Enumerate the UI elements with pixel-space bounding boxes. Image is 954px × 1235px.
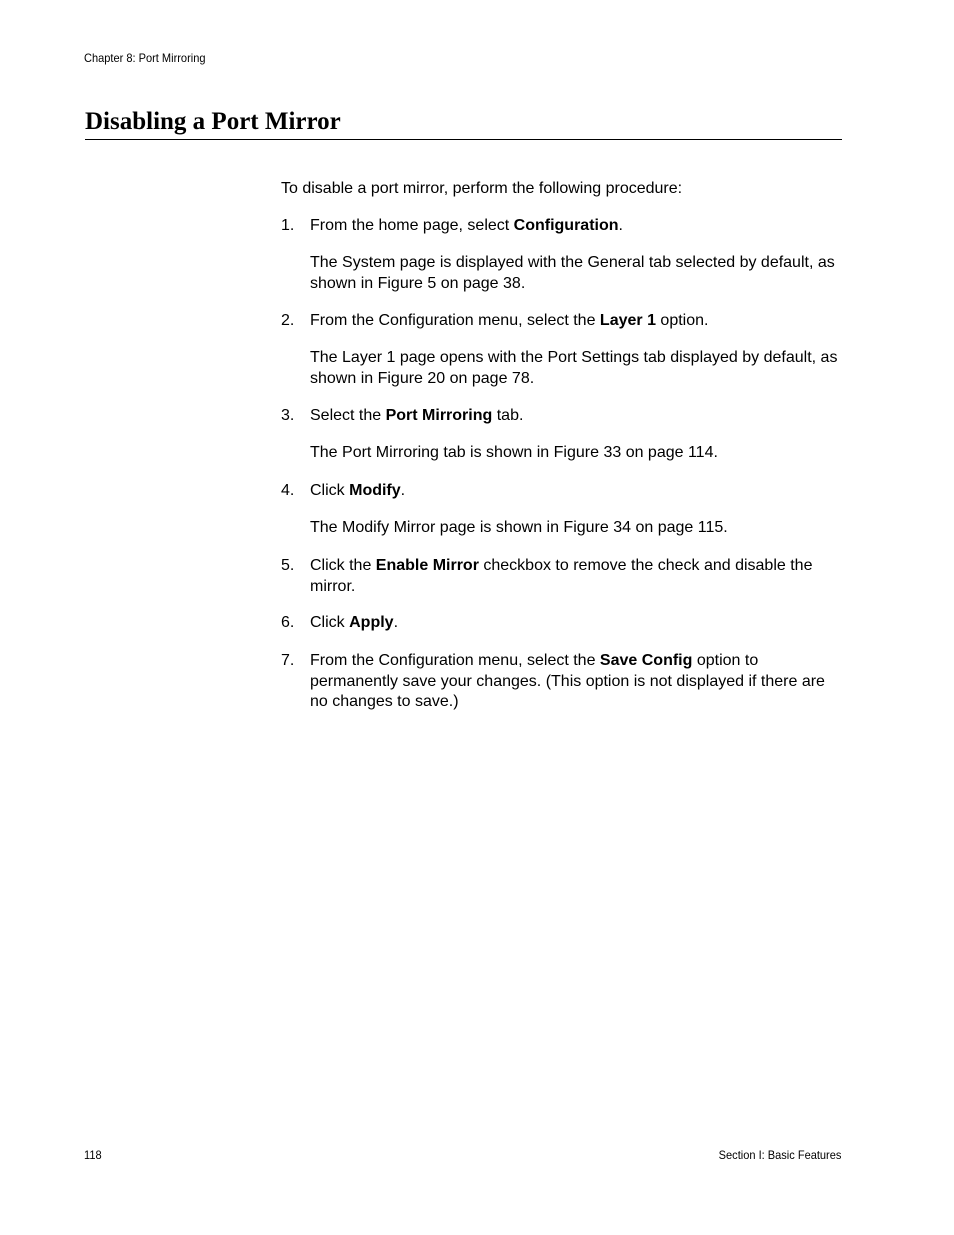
- step-2-keyword: Layer 1: [599, 312, 656, 329]
- step-1-keyword: Configuration: [513, 217, 619, 234]
- step-5-keyword: Enable Mirror: [375, 557, 479, 574]
- page-number: 118: [84, 1148, 102, 1162]
- step-6-keyword: Apply: [349, 614, 394, 631]
- step-1-text: From the home page, select Configuration.: [310, 217, 623, 234]
- step-3-number: 3.: [281, 407, 295, 424]
- step-3-keyword: Port Mirroring: [385, 407, 493, 424]
- step-3-text: Select the Port Mirroring tab.: [310, 407, 524, 424]
- step-7-text: From the Configuration menu, select the Save Config option to permanently save your changes. (This option is not displayed if there are no changes to save.): [310, 652, 825, 710]
- step-4-note: The Modify Mirror page is shown in Figure 34 on page 115.: [310, 519, 728, 536]
- step-2-text: From the Configuration menu, select the Layer 1 option.: [310, 312, 709, 329]
- step-4-text: Click Modify.: [310, 482, 406, 499]
- step-5-text: Click the Enable Mirror checkbox to remove the check and disable the mirror.: [310, 557, 813, 595]
- step-1-number: 1.: [281, 217, 295, 234]
- title-rule: [85, 139, 842, 140]
- step-6-number: 6.: [281, 614, 295, 631]
- step-6-text: Click Apply.: [310, 614, 399, 631]
- step-2-note: The Layer 1 page opens with the Port Settings tab displayed by default, as shown in Figure 20 on page 78.: [310, 349, 838, 387]
- step-5-number: 5.: [281, 557, 295, 574]
- step-7-keyword: Save Config: [599, 652, 693, 669]
- step-4-keyword: Modify: [349, 482, 401, 499]
- step-2-number: 2.: [281, 312, 295, 329]
- step-4-number: 4.: [281, 482, 295, 499]
- step-7-number: 7.: [281, 652, 295, 669]
- footer-section-name: Section I: Basic Features: [718, 1148, 841, 1162]
- step-1-note: The System page is displayed with the General tab selected by default, as shown in Figure 5 on page 38.: [310, 254, 835, 292]
- intro-paragraph: To disable a port mirror, perform the following procedure:: [281, 180, 683, 197]
- step-3-note: The Port Mirroring tab is shown in Figure 33 on page 114.: [310, 444, 718, 461]
- section-title: Disabling a Port Mirror: [85, 108, 341, 135]
- running-header: Chapter 8: Port Mirroring: [84, 51, 206, 65]
